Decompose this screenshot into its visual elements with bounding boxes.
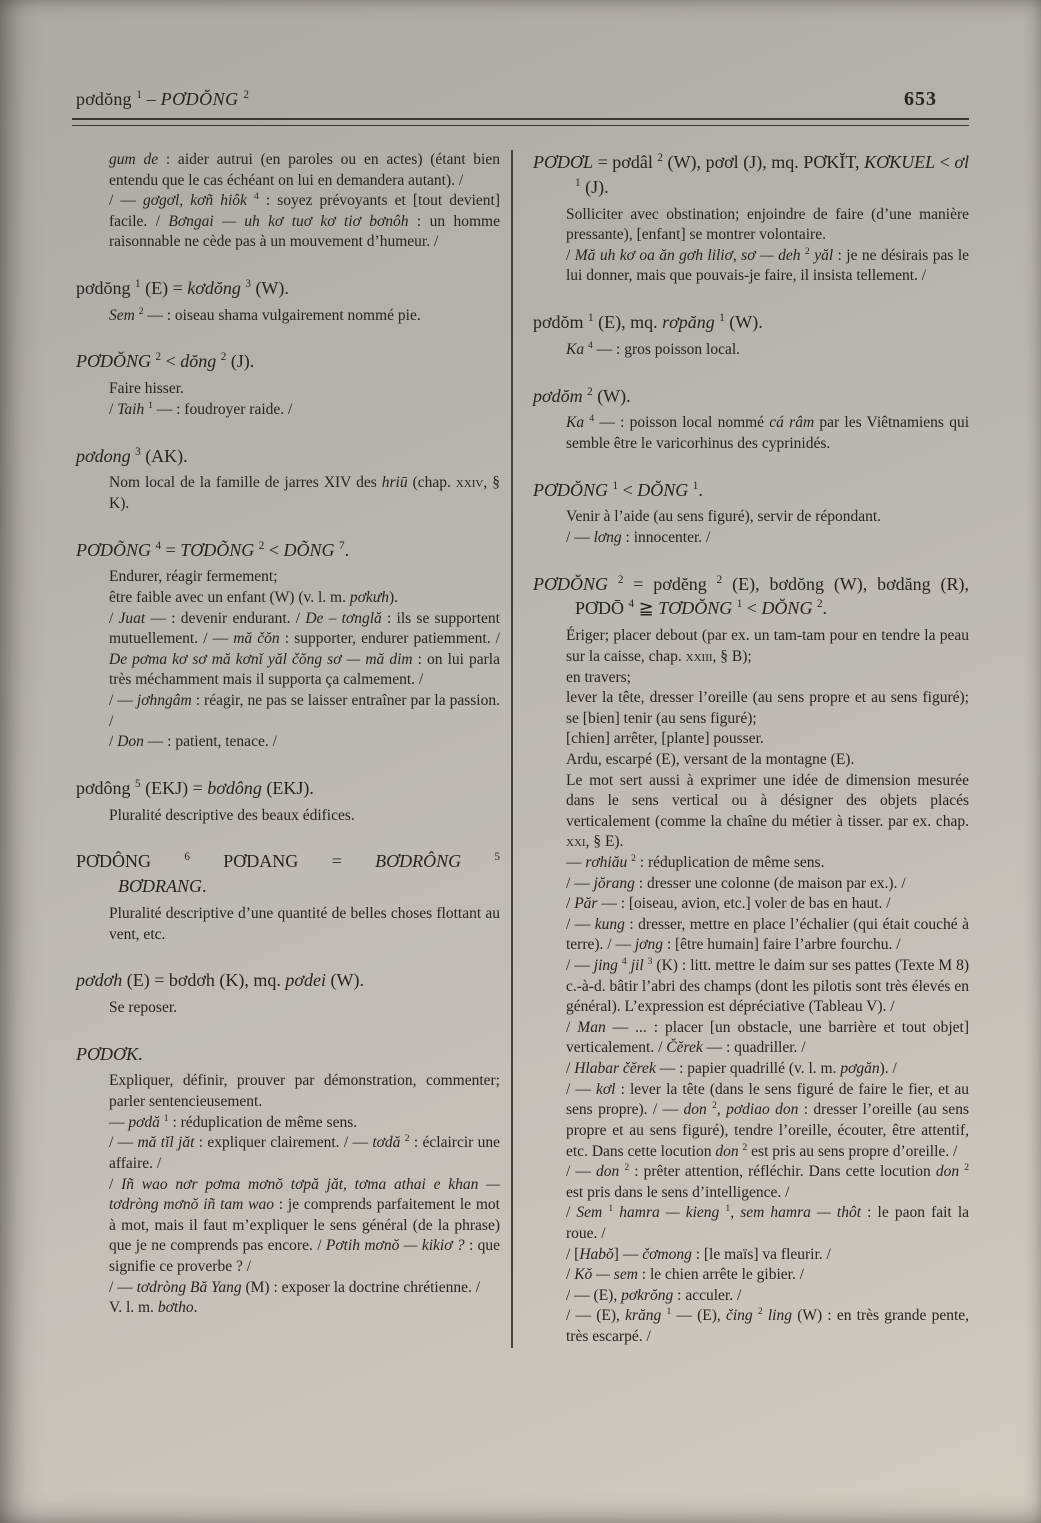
definition-paragraph: / — don $^2$ : prêter attention, réfléchir. Dans cette locution don $^2$ est pris dans le sens d’intelligence. / — [566, 1161, 969, 1201]
definition-paragraph: / — lơng : innocenter. / — [566, 529, 711, 547]
entry-headword: PƠDƠL = pơdâl $^2$ (W), pơơl (J), mq. PƠKĬT, KƠKUEL < ơl $^1$ (J). — [533, 152, 969, 197]
definition-paragraph: être faible avec un enfant (W) (v. l. m. pơkưh). — [109, 589, 399, 607]
dictionary-entry — [76, 968, 500, 1018]
definition-paragraph: en travers; — [566, 668, 631, 686]
entry-body — [566, 507, 969, 548]
dictionary-entry — [76, 349, 500, 420]
definition-paragraph: / Hlabar čĕrek — : papier quadrillé (v. l. m. pơgăn). / — [566, 1060, 897, 1078]
dictionary-entry — [76, 849, 500, 945]
entry-body — [109, 998, 500, 1019]
definition-paragraph: V. l. m. bơtho. — [109, 1299, 198, 1317]
entry-headword: pơdŏng $^1$ (E) = kơdŏng $^3$ (W). — [76, 278, 289, 299]
continuation-paragraphs — [76, 150, 500, 253]
definition-paragraph: / Kŏ — sem : le chien arrête le gibier. / — [566, 1266, 805, 1284]
definition-paragraph: / Man — ... : placer [un obstacle, une barrière et tout objet] verticalement. / Čĕrek — : quadriller. / — [566, 1018, 969, 1057]
entry-headword: PƠDŎNG $^2$ = pơdĕng $^2$ (E), bơdŏng (W), bơdăng (R), PƠDŌ $^4$ ≧ TƠDŎNG $^1$ < DŎNG $^2$. — [533, 573, 970, 619]
definition-paragraph: gum de : aider autrui (en paroles ou en actes) (étant bien entendu que le cas échéant on lui en demandera autant). / — [109, 151, 500, 189]
definition-paragraph: / — gơgơl, kơñ hiôk $^4$ : soyez prévoyants et [tout devient] facile. / Bơngai — uh kơ tuơ kơ tiơ bơnôh : un homme raisonnable ne cède pas à un mouvement d’humeur. / — [109, 191, 501, 251]
definition-paragraph: / Păr — : [oiseau, avion, etc.] voler de bas en haut. / — [566, 895, 891, 913]
definition-paragraph: / — jing $^4$ jil $^3$ (K) : litt. mettre le daim sur ses pattes (Texte M 8) c.-à-d. bâtir l’abri des champs (dont les pilotis sont très élevés en général). L’expression est dépréciative (Tableau V). / — [566, 955, 970, 1016]
definition-paragraph: / Mă uh kơ oa ăn gơh liliơ, sơ — deh $^2$ yăl : je ne désirais pas le lui donner, mais que pouvais-je faire, il insista tellement. / — [566, 245, 970, 285]
entry-headword: PƠDŎNG $^2$ < dŏng $^2$ (J). — [76, 351, 255, 372]
dictionary-entry — [76, 1042, 500, 1319]
entry-body — [109, 150, 500, 253]
definition-paragraph: / Don — : patient, tenace. / — [109, 733, 277, 751]
two-column-text — [76, 150, 969, 1348]
running-head: pơdŏng $^1$ – PƠDŎNG $^2$ — [76, 89, 249, 109]
entry-headword: PƠDƠK. — [76, 1043, 143, 1064]
definition-paragraph: / — jŏrang : dresser une colonne (de maison par ex.). / — [566, 874, 906, 892]
entry-body — [109, 806, 500, 827]
right-column — [513, 150, 969, 1348]
entry-body — [566, 626, 969, 1347]
definition-paragraph: Venir à l’aide (au sens figuré), servir de répondant. — [566, 508, 882, 526]
definition-paragraph: / Taih $^1$ — : foudroyer raide. / — [109, 399, 293, 418]
header-rule — [72, 118, 969, 126]
definition-paragraph: / — kung : dresser, mettre en place l’échalier (qui était couché à terre). / — jơng : [être humain] faire l’arbre fourchu. / — [566, 915, 969, 954]
dictionary-entry — [533, 150, 969, 287]
dictionary-entry — [533, 384, 969, 455]
page-header — [0, 0, 1041, 111]
definition-paragraph: / — kơl : lever la tête (dans le sens figuré de faire le fier, et au sens propre). / — don $^2$, pơdiao don : dresser l’oreille (au sens propre et au sens figuré), tendre l’oreille, écouter, être attentif, etc. Dans cette locution don $^2$ est pris au sens propre d’oreille. / — [566, 1080, 969, 1160]
entry-body — [109, 306, 500, 327]
definition-paragraph: Sem $^2$ — : oiseau shama vulgairement nommé pie. — [109, 305, 421, 324]
definition-paragraph: / — (E), pơkrŏng : acculer. / — [566, 1286, 742, 1304]
entry-body — [566, 205, 969, 287]
definition-paragraph: Ka $^4$ — : gros poisson local. — [566, 339, 741, 358]
entry-body — [109, 904, 500, 945]
definition-paragraph: Pluralité descriptive des beaux édifices. — [109, 806, 355, 824]
page-number: 653 — [904, 88, 937, 110]
entry-body — [109, 379, 500, 420]
definition-paragraph: — rơhiău $^2$ : réduplication de même sens. — [566, 852, 825, 871]
entry-headword: PƠDÕNG $^4$ = TƠDÕNG $^2$ < DÕNG $^7$. — [76, 539, 350, 560]
dictionary-entry — [533, 478, 969, 549]
definition-paragraph: [chien] arrêter, [plante] pousser. — [566, 730, 764, 748]
dictionary-entry — [76, 276, 500, 326]
definition-paragraph: lever la tête, dresser l’oreille (au sens propre et au sens figuré); se [bien] tenir (au sens figuré); — [566, 689, 969, 727]
entry-body — [109, 473, 500, 514]
entry-body — [109, 567, 500, 752]
entry-headword: PƠDÔNG $^6$ PƠDANG = BƠDRÔNG $^5$ BƠDRANG. — [76, 851, 500, 897]
definition-paragraph: Nom local de la famille de jarres XIV des hriū (chap. xxiv, § K). — [109, 474, 500, 512]
definition-paragraph: Le mot sert aussi à exprimer une idée de dimension mesurée dans le sens vertical ou à désigner des objets placés verticalement (comme la chaîne du métier à tisser. par ex. chap. xxi, § E). — [566, 771, 969, 851]
entry-headword: pơdơh (E) = bơdơh (K), mq. pơdei (W). — [76, 970, 364, 991]
dictionary-entry — [533, 572, 969, 1348]
definition-paragraph: / — mă tǐl jăt : expliquer clairement. / — tơdă $^2$ : éclaircir une affaire. / — [109, 1133, 501, 1172]
definition-paragraph: / Juat — : devenir endurant. / De – tơnglă : ils se supportent mutuellement. / — mă čŏn : supporter, endurer patiemment. / De pơma kơ sơ mă kơnǐ yăl čŏng sơ — mă dim : on lui parla très méchamment mais il supporta ça calmement. / — [109, 609, 500, 689]
dictionary-entry — [76, 444, 500, 515]
definition-paragraph: Faire hisser. — [109, 380, 184, 398]
definition-paragraph: Expliquer, définir, prouver par démonstration, commenter; parler sentencieusement. — [109, 1072, 500, 1111]
left-column — [76, 150, 500, 1348]
definition-paragraph: Ka $^4$ — : poisson local nommé cá râm par les Viêtnamiens qui semble être le varicorhinus des cyprinidés. — [566, 413, 970, 452]
definition-paragraph: Se reposer. — [109, 999, 178, 1017]
definition-paragraph: Pluralité descriptive d’une quantité de belles choses flottant au vent, etc. — [109, 904, 500, 943]
definition-paragraph: Ériger; placer debout (par ex. un tam-tam pour en tendre la peau sur la caisse, chap. xxiii, § B); — [566, 627, 969, 665]
definition-paragraph: / — jơhngâm : réagir, ne pas se laisser entraîner par la passion. / — [109, 692, 500, 730]
definition-paragraph: Endurer, réagir fermement; — [109, 568, 278, 586]
definition-paragraph: / [Habŏ] — čơmong : [le maïs] va fleurir. / — [566, 1245, 831, 1263]
entry-headword: pơdŏm $^2$ (W). — [533, 385, 631, 406]
definition-paragraph: / — (E), krăng $^1$ — (E), čing $^2$ ling (W) : en très grande pente, très escarpé. / — [566, 1306, 970, 1345]
definition-paragraph: Ardu, escarpé (E), versant de la montagne (E). — [566, 750, 855, 768]
definition-paragraph: / Sem $^1$ hamra — kieng $^1$, sem hamra — thôt : le paon fait la roue. / — [566, 1203, 970, 1242]
entry-headword: pơdong $^3$ (AK). — [76, 445, 188, 466]
dictionary-entry — [76, 538, 500, 753]
entry-body — [566, 340, 969, 361]
dictionary-entry — [76, 776, 500, 826]
dictionary-entry — [533, 310, 969, 360]
entry-headword: PƠDŎNG $^1$ < DŎNG $^1$. — [533, 479, 703, 500]
definition-paragraph: — pơdă $^1$ : réduplication de même sens. — [109, 1112, 358, 1131]
entry-headword: pơdŏm $^1$ (E), mq. rơpăng $^1$ (W). — [533, 312, 763, 333]
entry-body — [566, 413, 969, 454]
definition-paragraph: / — tơdròng Bă Yang (M) : exposer la doctrine chrétienne. / — [109, 1278, 481, 1296]
entry-body — [109, 1071, 500, 1318]
definition-paragraph: Solliciter avec obstination; enjoindre de faire (d’une manière pressante), [enfant] se montrer volontaire. — [566, 205, 969, 244]
entry-headword: pơdông $^5$ (EKJ) = bơdông (EKJ). — [76, 777, 314, 798]
definition-paragraph: / Iñ wao nơr pơma mơnŏ tơpă jăt, tơma athai e khan — tơdròng mơnŏ iñ tam wao : je comprends parfaitement le mot à mot, mais il faut m’expliquer le sens général (de la phrase) que je ne comprends pas encore. / Pơtih mơnŏ — kikiơ ? : que signifie ce proverbe ? / — [109, 1175, 501, 1275]
